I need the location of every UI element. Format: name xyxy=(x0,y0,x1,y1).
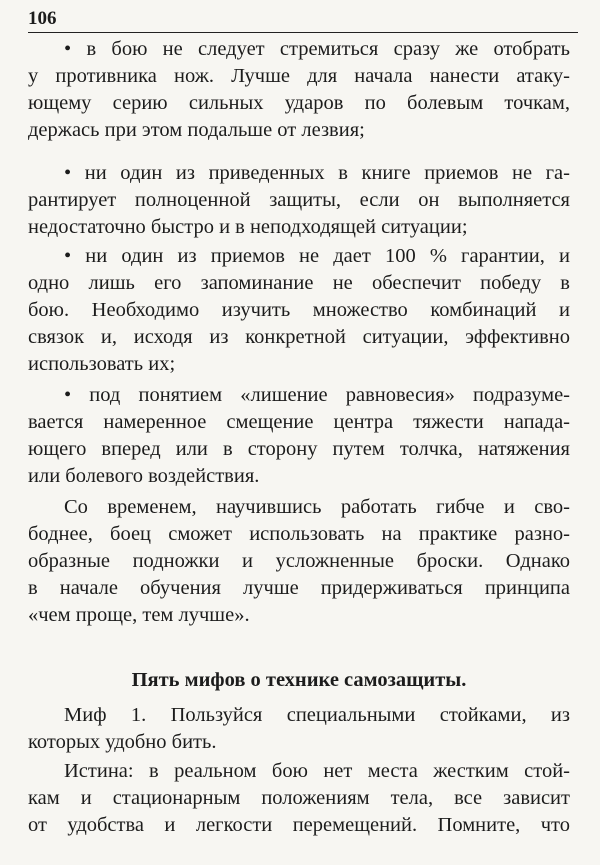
section-heading: Пять мифов о технике самозащиты. xyxy=(131,669,467,691)
text-line: у противника нож. Лучше для начала нанести атаку- xyxy=(28,65,570,87)
bullet-item xyxy=(28,382,570,490)
text-line: «чем проще, тем лучше». xyxy=(28,604,250,626)
text-line: недостаточно быстро и в неподходящей ситуации; xyxy=(28,216,468,238)
text-line: ющего вперед или в сторону путем толчка, натяжения xyxy=(28,438,570,460)
text-line: образные подножки и усложненные броски. Однако xyxy=(28,550,570,572)
text-line: держась при этом подальше от лезвия; xyxy=(28,119,365,141)
text-line: которых удобно бить. xyxy=(28,731,217,753)
text-line: рантирует полноценной защиты, если он выполняется xyxy=(28,189,570,211)
text-line: Миф 1. Пользуйся специальными стойками, из xyxy=(64,704,570,726)
text-line: кам и стационарным положениям тела, все зависит xyxy=(28,787,570,809)
text-line: вается намеренное смещение центра тяжести напада- xyxy=(28,411,570,433)
text-line: Истина: в реальном бою нет места жестким стой- xyxy=(64,760,570,782)
text-line: одно лишь его запоминание не обеспечит победу в xyxy=(28,272,570,294)
myth-paragraph xyxy=(28,702,570,756)
truth-paragraph xyxy=(28,758,570,839)
header-rule xyxy=(28,32,578,33)
text-line: боднее, боец сможет использовать на практике разно- xyxy=(28,523,570,545)
bullet-item xyxy=(28,243,570,378)
bullet-item xyxy=(28,160,570,241)
text-line: от удобства и легкости перемещений. Помните, что xyxy=(28,814,570,836)
text-line: или болевого воздействия. xyxy=(28,465,260,487)
body-paragraph xyxy=(28,494,570,629)
text-line: • под понятием «лишение равновесия» подразуме- xyxy=(64,384,570,406)
page-number: 106 xyxy=(28,8,57,29)
text-line: Со временем, научившись работать гибче и сво- xyxy=(64,496,570,518)
bullet-item xyxy=(28,36,570,144)
text-line: использовать их; xyxy=(28,353,176,375)
text-line: ющему серию сильных ударов по болевым точкам, xyxy=(28,92,570,114)
text-line: • ни один из приемов не дает 100 % гарантии, и xyxy=(64,245,570,267)
text-line: бою. Необходимо изучить множество комбинаций и xyxy=(28,299,570,321)
text-line: в начале обучения лучше придерживаться принципа xyxy=(28,577,570,599)
text-line: • в бою не следует стремиться сразу же отобрать xyxy=(64,38,570,60)
text-line: • ни один из приведенных в книге приемов не га- xyxy=(64,162,570,184)
text-line: связок и, исходя из конкретной ситуации, эффективно xyxy=(28,326,570,348)
